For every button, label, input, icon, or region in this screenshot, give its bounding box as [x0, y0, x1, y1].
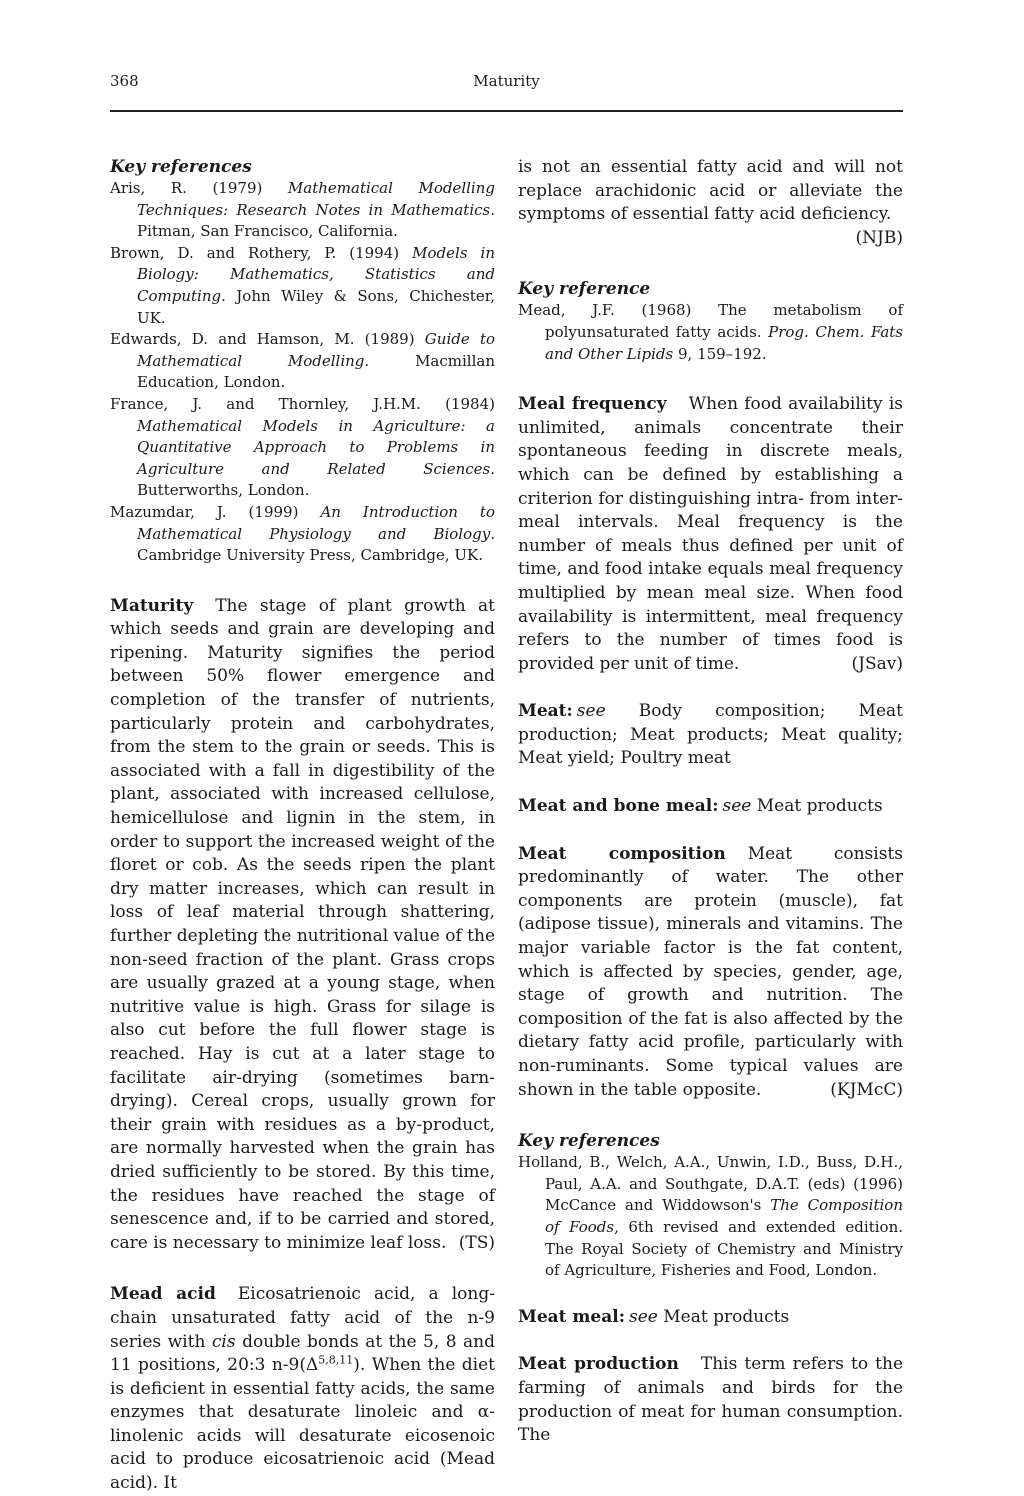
entry-meat: [518, 700, 903, 771]
entry-mead-acid: [110, 1283, 495, 1495]
key-references-heading: Key references: [110, 157, 252, 177]
superscript: 5,8,11: [318, 1353, 354, 1367]
ref-title: Mathematical Modelling Techniques: Research Notes in Mathematics: [137, 179, 495, 219]
ref-authors: Holland, B., Welch, A.A., Unwin, I.D., Buss, D.H., Paul, A.A. and Southgate, D.A.T. (eds) (1996) McCance and Widdowson's: [518, 1153, 903, 1215]
entry-body: Meat products: [751, 796, 883, 817]
ref-publisher: . Butterworths, London.: [137, 459, 495, 500]
ref-title: Prog. Chem. Fats and Other Lipids: [545, 322, 903, 363]
left-column: [110, 156, 495, 1496]
ref-publisher: . Pitman, San Francisco, California.: [137, 200, 495, 241]
ref-title: Models in Biology: Mathematics, Statistics and Computing: [137, 243, 496, 305]
reference-list: [110, 178, 495, 567]
entry-term: Maturity: [110, 595, 194, 616]
entry-body: Meat consists predominantly of water. The other components are protein (muscle), fat (adipose tissue), minerals and vitamins. The major variable factor is the fat content, which is affected by species, gender, age, stage of growth and nutrition. The composition of the fat is also affected by the dietary fatty acid profile, particularly with non-ruminants. Some typical values are shown in the table opposite.: [518, 843, 903, 1100]
entry-meal-frequency: [518, 393, 903, 676]
ref-authors: Mead, J.F. (1968) The metabolism of polyunsaturated fatty acids.: [518, 301, 903, 341]
entry-author: (KJMcC): [830, 1079, 903, 1100]
ref-publisher: . Macmillan Education, London.: [137, 351, 495, 392]
entry-term: Meal frequency: [518, 394, 667, 415]
page-number: 368: [110, 72, 139, 90]
ref-publisher: . John Wiley & Sons, Chichester, UK.: [137, 286, 495, 327]
entry-body: ). When the diet is deficient in essential fatty acids, the same enzymes that desaturate linoleic and α-linolenic acids will desaturate eicosenoic acid to produce eicosatrienoic acid (Mead acid). It: [110, 1355, 495, 1494]
ref-title: Guide to Mathematical Modelling: [137, 330, 495, 370]
entry-body: Meat products: [657, 1306, 790, 1327]
ref-title: The Composition of Foods: [545, 1196, 903, 1236]
entry-body-italic: cis: [211, 1331, 236, 1352]
key-reference-heading: Key reference: [518, 279, 651, 300]
ref-publisher: . Cambridge University Press, Cambridge, UK.: [137, 524, 495, 565]
entry-body: double bonds at the 5, 8 and 11 positions, 20:3 n-9(Δ: [110, 1331, 495, 1376]
key-references-heading: Key references: [518, 1131, 660, 1152]
ref-publisher: , 6th revised and extended edition. The Royal Society of Chemistry and Ministry of Agriculture, Fisheries and Food, London.: [545, 1217, 903, 1280]
ref-title: An Introduction to Mathematical Physiology and Biology: [137, 502, 495, 543]
reference-item: [110, 502, 495, 567]
right-column: [518, 156, 903, 1448]
ref-title: Mathematical Models in Agriculture: a Quantitative Approach to Problems in Agriculture and Related Sciences: [137, 416, 495, 478]
entry-author: (JSav): [851, 653, 903, 674]
entry-body: When food availability is unlimited, animals concentrate their spontaneous feeding in discrete meals, which can be defined by establishing a criterion for distinguishing intra- from inter-meal intervals. Meal frequency is the number of meals thus defined per unit of time, and food intake equals meal frequency multiplied by mean meal size. When food availability is intermittent, meal frequency refers to the number of times food is provided per unit of time.: [518, 394, 904, 674]
entry-body: Body composition; Meat production; Meat products; Meat quality; Meat yield; Poultry meat: [518, 701, 903, 769]
entry-meat-composition: [518, 843, 903, 1103]
entry-term: Meat meal:: [518, 1306, 625, 1327]
entry-author: (NJB): [855, 227, 903, 248]
reference-item: [518, 300, 903, 365]
entry-body: This term refers to the farming of animals and birds for the production of meat for human consumption. The: [518, 1354, 903, 1446]
running-head: Maturity: [473, 72, 540, 90]
see-label: see: [722, 796, 752, 817]
reference-item: [110, 394, 495, 502]
reference-item: [518, 1152, 903, 1282]
see-label: see: [628, 1306, 658, 1327]
page-header: [110, 70, 903, 112]
entry-maturity: [110, 595, 495, 1256]
entry-body: The stage of plant growth at which seeds and grain are developing and ripening. Maturity signifies the period between 50% flower emergence and completion of the transfer of nutrients, particularly protein and carbohydrates, from the stem to the grain or seeds. This is associated with a fall in digestibility of the plant, associated with increased cellulose, hemicellulose and lignin in the stem, in order to support the increased weight of the floret or cob. As the seeds ripen the plant dry matter increases, which can result in loss of leaf material through shattering, further depleting the nutritional value of the non-seed fraction of the plant. Grass crops are usually grazed at a young stage, when nutritive value is high. Grass for silage is also cut before the full flower stage is reached. Hay is cut at a later stage to facilitate air-drying (sometimes barn-drying). Cereal crops, usually grown for their grain with residues as a by-product, are normally harvested when the grain has dried sufficiently to be stored. By this time, the residues have reached the stage of senescence and, if to be carried and stored, care is necessary to minimize leaf loss.: [110, 595, 495, 1253]
reference-item: [110, 243, 495, 329]
reference-item: [110, 178, 495, 243]
ref-authors: Aris, R. (1979): [110, 179, 288, 197]
entry-term: Meat composition: [518, 843, 726, 864]
see-label: see: [576, 701, 606, 722]
entry-term: Meat:: [518, 701, 573, 722]
entry-body: Eicosatrienoic acid, a long-chain unsaturated fatty acid of the n-9 series with: [110, 1284, 495, 1352]
entry-body: is not an essential fatty acid and will not replace arachidonic acid or alleviate the symptoms of essential fatty acid deficiency.: [518, 157, 903, 225]
entry-meat-production: [518, 1353, 903, 1447]
entry-meat-meal: [518, 1306, 903, 1330]
entry-meat-and-bone-meal: [518, 795, 903, 819]
ref-authors: Mazumdar, J. (1999): [110, 502, 321, 521]
reference-list: [518, 1152, 903, 1282]
entry-term: Meat production: [518, 1354, 679, 1375]
ref-publisher: 9, 159–192.: [673, 344, 767, 363]
entry-term: Mead acid: [110, 1284, 216, 1305]
ref-authors: France, J. and Thornley, J.H.M. (1984): [110, 394, 495, 413]
entry-mead-acid-continued: [518, 156, 903, 250]
ref-authors: Brown, D. and Rothery, P. (1994): [110, 243, 413, 262]
entry-author: (TS): [458, 1232, 495, 1253]
reference-item: [110, 329, 495, 394]
ref-authors: Edwards, D. and Hamson, M. (1989): [110, 330, 425, 349]
entry-term: Meat and bone meal:: [518, 796, 719, 817]
reference-list: [518, 300, 903, 365]
